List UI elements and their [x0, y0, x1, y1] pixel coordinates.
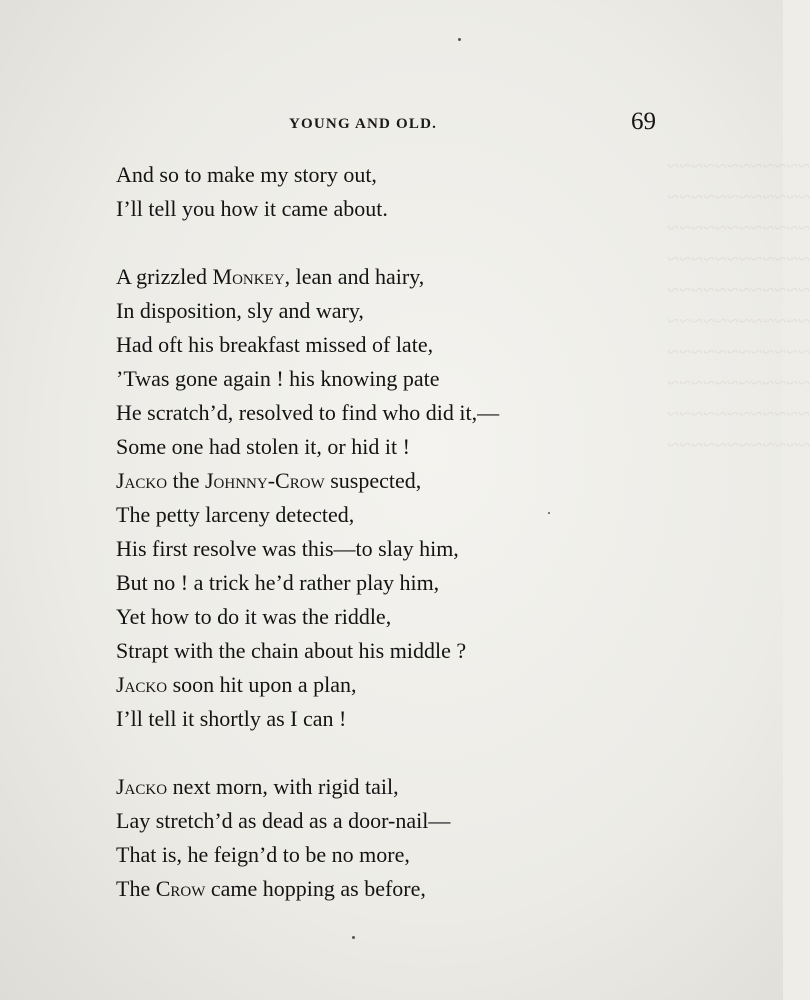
line-text: Strapt with the chain about his middle ?	[116, 638, 467, 663]
poem-line	[116, 464, 676, 498]
poem-line	[116, 294, 676, 328]
page-header	[0, 108, 783, 140]
poem-line	[116, 702, 676, 736]
page-number: 69	[631, 108, 656, 135]
line-text: Yet how to do it was the riddle,	[116, 604, 392, 629]
paper-speck	[352, 936, 355, 939]
poem-line	[116, 872, 676, 906]
poem-line	[116, 770, 676, 804]
line-text: That is, he feign’d to be no more,	[116, 842, 410, 867]
small-caps-name: Jacko	[116, 672, 168, 697]
small-caps-name: Jacko	[116, 774, 168, 799]
line-text: Had oft his breakfast missed of late,	[116, 332, 434, 357]
small-caps-name: Crow	[155, 876, 206, 901]
line-text: I’ll tell it shortly as I can !	[116, 706, 347, 731]
line-text: His first resolve was this—to slay him,	[116, 536, 459, 561]
poem-line	[116, 430, 676, 464]
line-text: A grizzled	[116, 264, 213, 289]
line-text: In disposition, sly and wary,	[116, 298, 364, 323]
line-text: next morn, with rigid tail,	[167, 774, 399, 799]
poem-body	[116, 158, 676, 906]
paper-speck	[458, 38, 461, 41]
line-text: And so to make my story out,	[116, 162, 377, 187]
stanza	[116, 260, 676, 736]
poem-line	[116, 804, 676, 838]
paper-speck	[548, 512, 550, 514]
poem-line	[116, 328, 676, 362]
line-text: He scratch’d, resolved to find who did it,—	[116, 400, 500, 425]
reverse-side-bleed-through: ~~~~~~~~~~~~ ~~~~~~~~~~~~ ~~~~~~~~~~~~ ~~~~~~~~~~~~ ~~~~~~~~~~~~ ~~~~~~~~~~~~ ~~~~~~~~~~~~ ~~~~~~~~~~~~ ~~~~~~~~~~~~ ~~~~~~~~~~~~	[667, 153, 810, 457]
line-text: soon hit upon a plan,	[167, 672, 357, 697]
poem-line	[116, 532, 676, 566]
poem-line	[116, 260, 676, 294]
poem-line	[116, 362, 676, 396]
line-text: I’ll tell you how it came about.	[116, 196, 388, 221]
small-caps-name: Jacko	[116, 468, 168, 493]
poem-line	[116, 600, 676, 634]
line-text: The	[116, 876, 156, 901]
line-text: But no ! a trick he’d rather play him,	[116, 570, 440, 595]
poem-line	[116, 838, 676, 872]
running-head: YOUNG AND OLD.	[289, 116, 438, 132]
line-text: came hopping as before,	[205, 876, 426, 901]
poem-line	[116, 668, 676, 702]
poem-line	[116, 396, 676, 430]
poem-line	[116, 158, 676, 192]
poem-line	[116, 634, 676, 668]
poem-line	[116, 498, 676, 532]
line-text: the	[167, 468, 205, 493]
line-text: ’Twas gone again ! his knowing pate	[116, 366, 440, 391]
poem-line	[116, 566, 676, 600]
stanza	[116, 770, 676, 906]
small-caps-name: Johnny-Crow	[204, 468, 325, 493]
small-caps-name: Monkey	[212, 264, 285, 289]
line-text: , lean and hairy,	[284, 264, 425, 289]
stanza	[116, 158, 676, 226]
line-text: suspected,	[324, 468, 422, 493]
poem-line	[116, 192, 676, 226]
line-text: Some one had stolen it, or hid it !	[116, 434, 410, 459]
line-text: The petty larceny detected,	[116, 502, 355, 527]
line-text: Lay stretch’d as dead as a door-nail—	[116, 808, 451, 833]
